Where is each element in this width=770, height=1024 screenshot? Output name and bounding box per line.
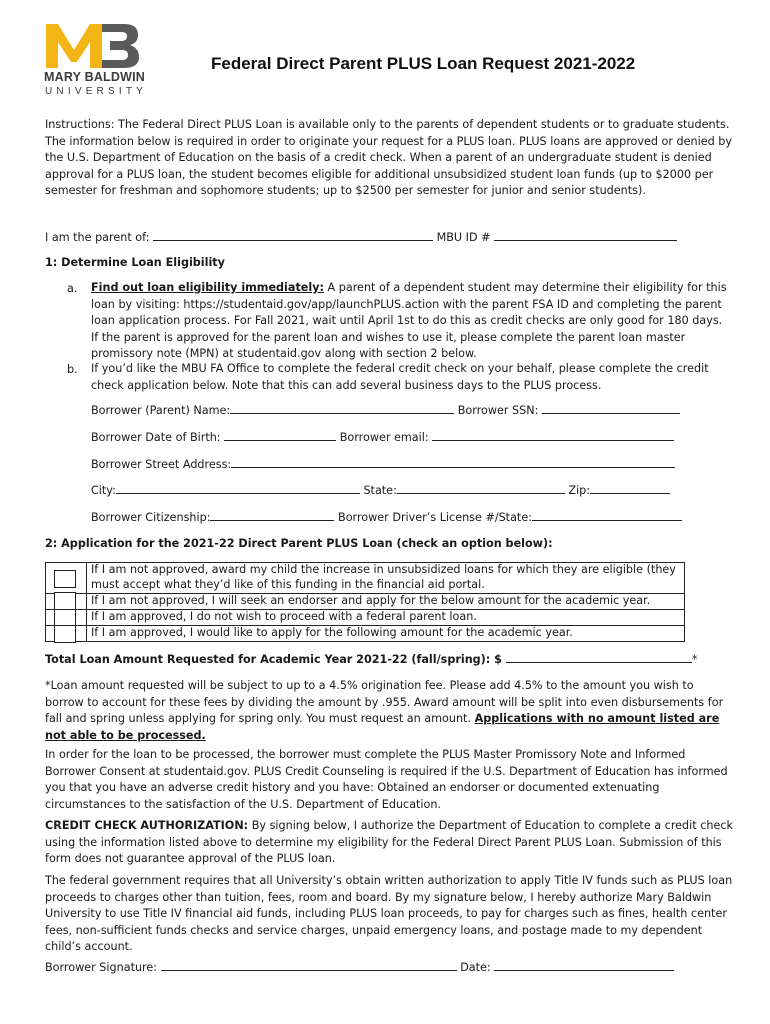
mbu-id-label: MBU ID # (436, 231, 491, 244)
fee-note (45, 678, 735, 744)
address-row (91, 456, 675, 473)
borrower-email-label: Borrower email: (339, 431, 429, 444)
dob-email-row (91, 429, 674, 446)
zip-field[interactable] (590, 482, 670, 494)
mb-monogram-icon (44, 22, 140, 70)
fee-note-text: *Loan amount requested will be subject to up to a 4.5% origination fee. Please add 4.5% to the amount you wish to borrow to account for these fees by dividing the amount by .955. Award amount will be split into even disbursements for fall and spring unless applying for spring only. You must request an amount. (45, 679, 724, 725)
borrower-name-label: Borrower (Parent) Name: (91, 404, 231, 417)
citizenship-label: Borrower Citizenship: (91, 511, 211, 524)
total-amount-field[interactable] (506, 651, 692, 663)
street-address-field[interactable] (231, 456, 675, 468)
license-field[interactable] (532, 509, 682, 521)
options-table (45, 562, 685, 642)
city-label: City: (91, 484, 116, 497)
item-a-body: A parent of a dependent student may determine their eligibility for this loan by visiting: https://studentaid.gov/app/launchPLUS.action with the parent FSA ID and completing the parent loan application process. For Fall 2021, wait until April 1st to do this as credit checks are only good for 180 days. If the parent is approved for the parent loan and wishes to use it, please complete the parent loan master promissory note (MPN) at studentaid.gov along with section 2 below. (91, 281, 727, 360)
mary-baldwin-logo (44, 22, 148, 102)
total-amount-label: Total Loan Amount Requested for Academic Year 2021-22 (fall/spring): $ (45, 653, 502, 666)
eligibility-link-text: Find out loan eligibility immediately: (91, 281, 324, 294)
parent-of-row (45, 229, 677, 246)
street-address-label: Borrower Street Address: (91, 458, 232, 471)
logo-name: MARY BALDWIN (44, 70, 146, 84)
item-b-text: If you’d like the MBU FA Office to complete the federal credit check on your behalf, please complete the credit check application below. Note that this can add several business days to the PLUS process. (91, 362, 709, 392)
signature-label: Borrower Signature: (45, 961, 158, 974)
signature-field[interactable] (161, 959, 457, 971)
license-label: Borrower Driver’s License #/State: (338, 511, 532, 524)
borrower-name-field[interactable] (230, 402, 454, 414)
credit-auth-text: By signing below, I authorize the Department of Education to complete a credit check using the information listed above to determine my eligibility for the Federal Direct Parent PLUS Loan. Submission of this form does not guarantee approval of the PLUS loan. (45, 819, 733, 865)
borrower-dob-field[interactable] (224, 429, 336, 441)
borrower-email-field[interactable] (432, 429, 674, 441)
citizenship-field[interactable] (210, 509, 334, 521)
parent-of-field[interactable] (153, 229, 433, 241)
option-4-text: If I am approved, I would like to apply for the following amount for the academic year. (87, 626, 685, 642)
option-1-checkbox[interactable] (54, 570, 76, 588)
total-asterisk: * (691, 653, 698, 666)
section2-heading: 2: Application for the 2021-22 Direct Parent PLUS Loan (check an option below): (45, 537, 553, 550)
form-title: Federal Direct Parent PLUS Loan Request 2021-2022 (211, 54, 636, 73)
state-field[interactable] (397, 482, 565, 494)
option-row (46, 610, 685, 626)
title-iv-authorization: The federal government requires that all University’s obtain written authorization to apply Title IV funds such as PLUS loan proceeds to charges other than tuition, fees, room and board. By my signature below, I hereby authorize Mary Baldwin University to use Title IV financial aid funds, including PLUS loan proceeds, to pay for charges such as fines, health center fees, non-sufficient funds checks and service charges, unpaid emergency loans, and postage made to my dependent child’s account. (45, 874, 733, 953)
option-row (46, 626, 685, 642)
zip-label: Zip: (568, 484, 591, 497)
option-4-checkbox[interactable] (54, 625, 76, 643)
option-3-text: If I am approved, I do not wish to proceed with a federal parent loan. (87, 610, 685, 626)
city-field[interactable] (116, 482, 360, 494)
mbu-id-field[interactable] (494, 229, 677, 241)
option-2-checkbox[interactable] (54, 592, 76, 610)
date-field[interactable] (494, 959, 674, 971)
signature-row (45, 959, 674, 976)
parent-of-label: I am the parent of: (45, 231, 150, 244)
mpn-note: In order for the loan to be processed, the borrower must complete the PLUS Master Promissory Note and Informed Borrower Consent at studentaid.gov. PLUS Credit Counseling is required if the U.S. Department of Education has informed you that you have an adverse credit history and you have: Obtained an endorser or documented extenuating circumstances to the satisfaction of the U.S. Department of Education. (45, 748, 728, 811)
item-a-text (91, 280, 731, 363)
option-2-text: If I am not approved, I will seek an endorser and apply for the below amount for the academic year. (87, 594, 685, 610)
item-a-marker: a. (67, 282, 78, 295)
citizenship-license-row (91, 509, 682, 526)
borrower-dob-label: Borrower Date of Birth: (91, 431, 221, 444)
borrower-ssn-field[interactable] (542, 402, 680, 414)
credit-authorization (45, 818, 735, 868)
borrower-ssn-label: Borrower SSN: (457, 404, 539, 417)
section1-heading: 1: Determine Loan Eligibility (45, 256, 225, 269)
total-amount-row (45, 651, 697, 668)
fee-note-warning: Applications with no amount listed are not able to be processed. (45, 712, 720, 742)
instructions-paragraph: Instructions: The Federal Direct PLUS Loan is available only to the parents of dependent students or to graduate students. The information below is required in order to originate your request for a PLUS loan. PLUS loans are approved or denied by the U.S. Department of Education on the basis of a credit check. When a parent of an undergraduate student is denied approval for a PLUS loan, the student becomes eligible for additional unsubsidized student loan funds (up to $2000 per semester for freshman and sophomore students; up to $2500 per semester for junior and senior students). (45, 118, 733, 197)
option-1-text: If I am not approved, award my child the increase in unsubsidized loans for which they are eligible (they must accept what they’d like of this funding in the financial aid portal. (87, 563, 685, 594)
date-label: Date: (460, 961, 491, 974)
city-state-zip-row (91, 482, 670, 499)
logo-subtitle: UNIVERSITY (45, 86, 148, 97)
name-ssn-row (91, 402, 680, 419)
option-row (46, 563, 685, 594)
item-b-marker: b. (67, 363, 78, 376)
credit-auth-label: CREDIT CHECK AUTHORIZATION: (45, 819, 249, 832)
option-row (46, 594, 685, 610)
state-label: State: (363, 484, 397, 497)
